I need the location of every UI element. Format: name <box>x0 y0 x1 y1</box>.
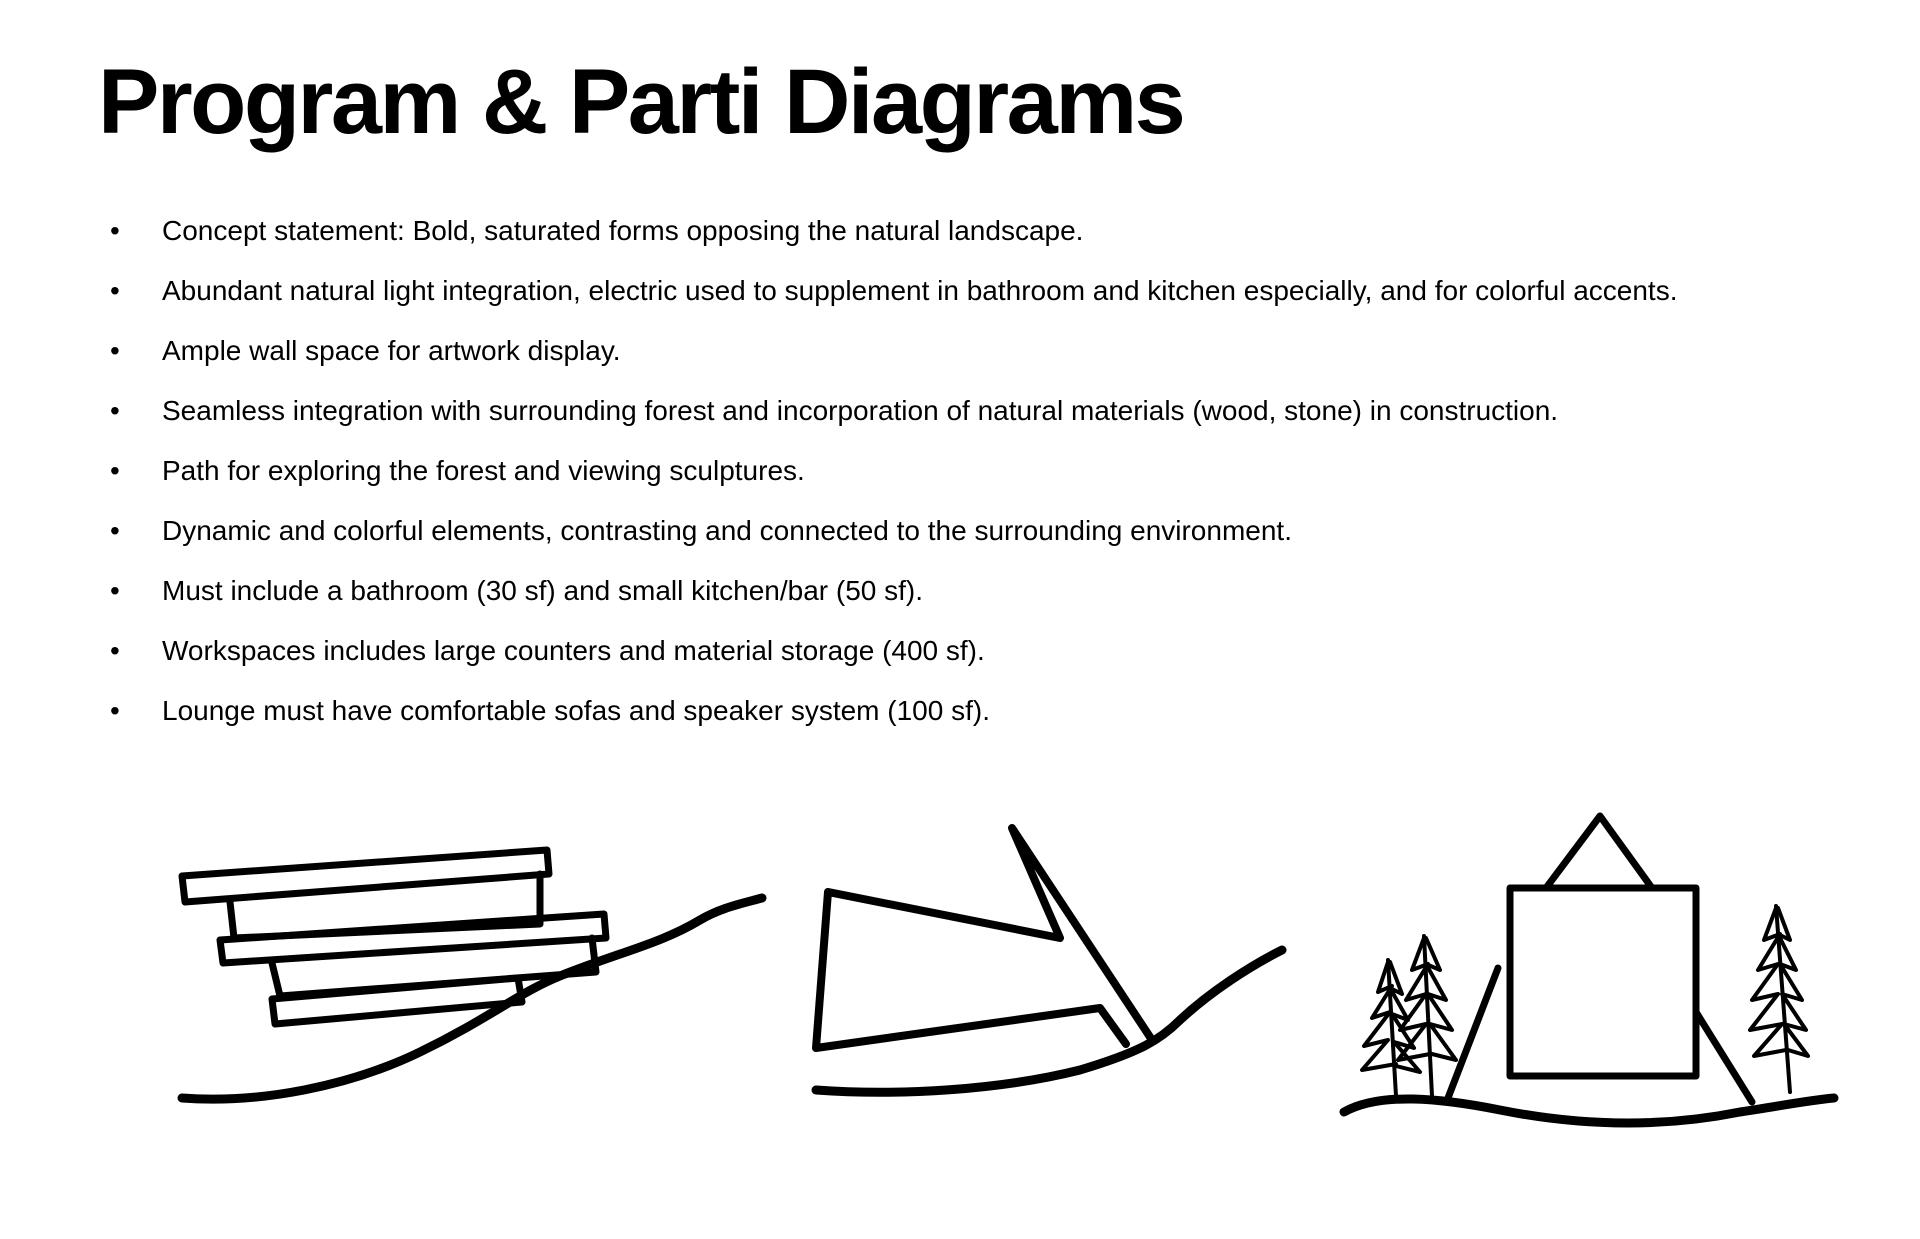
square-volume-with-trees-sketch <box>1344 816 1834 1123</box>
list-item <box>110 214 1750 247</box>
bullet-text: Lounge must have comfortable sofas and speaker system (100 sf). <box>162 695 990 726</box>
wedge-base <box>816 892 1126 1048</box>
square-volume <box>1510 888 1696 1076</box>
bullet-text: Ample wall space for artwork display. <box>162 335 621 366</box>
bullet-marker: • <box>110 695 120 726</box>
tree-icon <box>1398 936 1456 1096</box>
bullet-marker: • <box>110 515 120 546</box>
slab-middle-support <box>272 938 596 996</box>
bullet-marker: • <box>110 455 120 486</box>
bullet-marker: • <box>110 335 120 366</box>
slab-middle <box>220 914 606 963</box>
bullet-text: Path for exploring the forest and viewing sculptures. <box>162 455 805 486</box>
bullet-text: Seamless integration with surrounding forest and incorporation of natural materials (wood, stone) in construction. <box>162 395 1559 426</box>
slab-top <box>182 850 549 902</box>
list-item <box>110 454 1750 487</box>
roof-triangle <box>1546 816 1652 888</box>
list-item <box>110 334 1750 367</box>
stacked-slabs-on-slope-sketch <box>182 850 762 1099</box>
bullet-text: Concept statement: Bold, saturated forms opposing the natural landscape. <box>162 215 1084 246</box>
ground-line <box>1344 1098 1834 1123</box>
left-leg <box>1448 968 1498 1098</box>
wedge-volume <box>828 828 1152 1040</box>
page-title: Program & Parti Diagrams <box>98 51 1184 153</box>
right-leg <box>1696 1012 1752 1102</box>
list-item <box>110 274 1750 307</box>
bullet-marker: • <box>110 395 120 426</box>
bullet-marker: • <box>110 635 120 666</box>
bullet-text: Abundant natural light integration, electric used to supplement in bathroom and kitchen especially, and for colorful accents. <box>162 275 1678 306</box>
slab-bottom <box>272 978 522 1024</box>
bullet-marker: • <box>110 215 120 246</box>
bullet-text: Workspaces includes large counters and material storage (400 sf). <box>162 635 985 666</box>
bullet-text: Dynamic and colorful elements, contrasting and connected to the surrounding environment. <box>162 515 1292 546</box>
list-item <box>110 574 1750 607</box>
list-item <box>110 394 1750 427</box>
slope-ground-line <box>816 950 1282 1092</box>
slab-top-support <box>230 874 540 938</box>
slope-ground-line <box>182 898 762 1099</box>
list-item <box>110 694 1750 727</box>
bullet-text: Must include a bathroom (30 sf) and small kitchen/bar (50 sf). <box>162 575 924 606</box>
bullet-marker: • <box>110 575 120 606</box>
list-item <box>110 514 1750 547</box>
program-bullet-list <box>110 214 1750 754</box>
bullet-marker: • <box>110 275 120 306</box>
tree-icon <box>1362 960 1420 1096</box>
list-item <box>110 634 1750 667</box>
tree-icon <box>1750 906 1808 1092</box>
angular-wedge-on-slope-sketch <box>816 828 1282 1092</box>
